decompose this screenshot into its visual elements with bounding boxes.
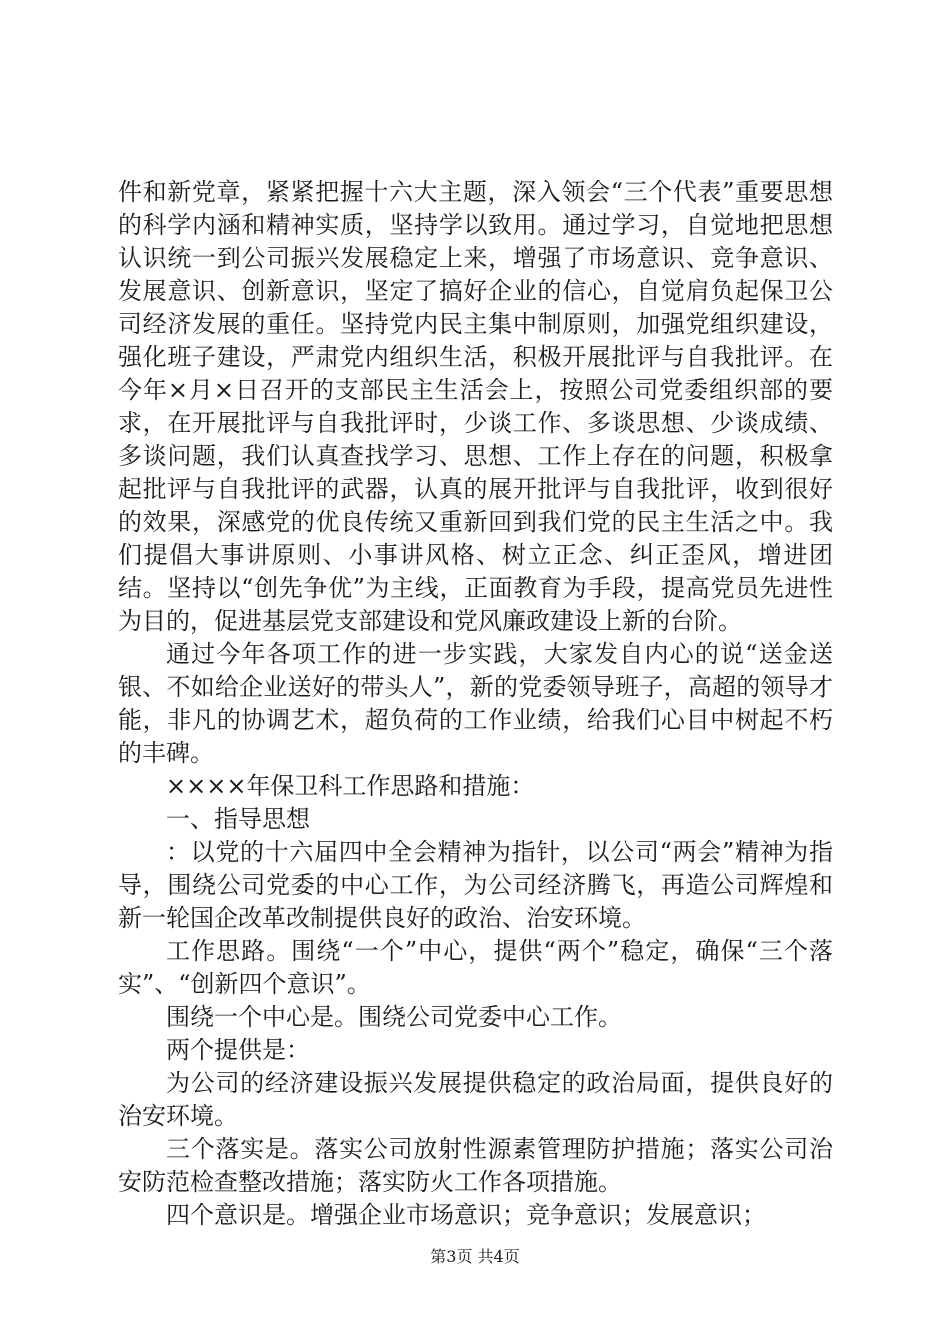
paragraph-party-building: 件和新党章，紧紧把握十六大主题，深入领会“三个代表”重要思想的科学内涵和精神实质，坚持学以致用。通过学习，自觉地把思想认识统一到公司振兴发展稳定上来，增强了市场意识、竞争意识、发展意识、创新意识，坚定了搞好企业的信心，自觉肩负起保卫公司经济发展的重任。坚持党内民主集中制原则，加强党组织建设，强化班子建设，严肃党内组织生活，积极开展批评与自我批评。在今年×月×日召开的支部民主生活会上，按照公司党委组织部的要求，在开展批评与自我批评时，少谈工作、多谈思想、少谈成绩、多谈问题，我们认真查找学习、思想、工作上存在的问题，积极拿起批评与自我批评的武器，认真的展开批评与自我批评，收到很好的效果，深感党的优良传统又重新回到我们党的民主生活之中。我们提倡大事讲原则、小事讲风格、树立正念、纠正歪风，增进团结。坚持以“创先争优”为主线，正面教育为手段，提高党员先进性为目的，促进基层党支部建设和党风廉政建设上新的台阶。 — [118, 178, 833, 635]
section-heading-work-plan: ××××年保卫科工作思路和措施： — [166, 772, 535, 800]
document-body — [118, 176, 833, 1232]
paragraph-work-approach: 工作思路。围绕“一个”中心，提供“两个”稳定，确保“三个落实”、“创新四个意识”。 — [118, 937, 833, 998]
paragraph-one-center: 围绕一个中心是。围绕公司党委中心工作。 — [166, 1003, 622, 1031]
page-number-footer: 第3页 共4页 — [430, 1247, 520, 1266]
paragraph-four-awareness: 四个意识是。增强企业市场意识；竞争意识；发展意识； — [166, 1201, 766, 1229]
paragraph-three-implementations: 三个落实是。落实公司放射性源素管理防护措施；落实公司治安防范检查整改措施；落实防火工作各项措施。 — [118, 1135, 833, 1196]
paragraph-guiding-thought: ：以党的十六届四中全会精神为指针，以公司“两会”精神为指导，围绕公司党委的中心工作，为公司经济腾飞，再造公司辉煌和新一轮国企改革改制提供良好的政治、治安环境。 — [118, 838, 833, 932]
section-heading-guiding-thought: 一、指导思想 — [166, 805, 310, 833]
paragraph-leadership-praise: 通过今年各项工作的进一步实践，大家发自内心的说“送金送银、不如给企业送好的带头人”，新的党委领导班子，高超的领导才能，非凡的协调艺术，超负荷的工作业绩，给我们心目中树起不朽的丰碑。 — [118, 640, 833, 767]
paragraph-provisions-detail: 为公司的经济建设振兴发展提供稳定的政治局面，提供良好的治安环境。 — [118, 1069, 833, 1130]
paragraph-two-provisions: 两个提供是： — [166, 1036, 310, 1064]
